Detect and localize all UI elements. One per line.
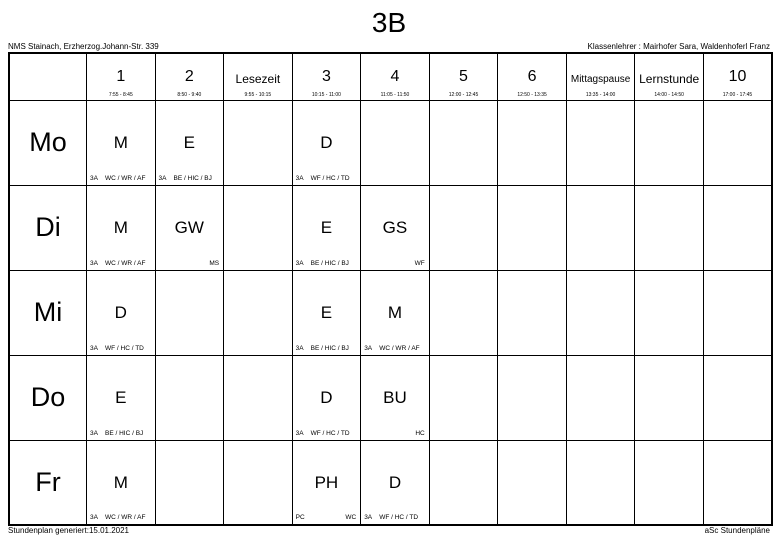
- day-label: Fr: [9, 440, 87, 525]
- empty-cell: [498, 355, 567, 440]
- empty-cell: [224, 440, 293, 525]
- lesson-teachers: BE / HIC / BJ: [173, 174, 212, 182]
- lesson-cell: [155, 100, 224, 185]
- period-time: 12:00 - 12:45: [448, 92, 479, 98]
- empty-cell: [703, 440, 772, 525]
- page-title: 3B: [371, 7, 407, 38]
- period-header: [155, 53, 224, 100]
- lesson-subject: M: [113, 217, 128, 237]
- lesson-cell: [361, 270, 430, 355]
- lesson-teachers: WC / WR / AF: [379, 344, 420, 352]
- lesson-subject: PH: [314, 472, 339, 492]
- lesson-cell: [87, 185, 156, 270]
- generated-date: Stundenplan generiert:15.01.2021: [8, 526, 129, 535]
- period-header: [87, 53, 156, 100]
- lesson-class: 3A: [295, 259, 304, 267]
- lesson-cell: [292, 270, 361, 355]
- period-name: 10: [728, 68, 747, 85]
- lesson-class: PC: [295, 514, 305, 521]
- day-label: Do: [9, 355, 87, 440]
- period-name: 6: [527, 68, 537, 85]
- lesson-class: 3A: [90, 259, 98, 267]
- lesson-subject: M: [113, 132, 128, 152]
- school-address: NMS Stainach, Erzherzog.Johann-Str. 339: [8, 42, 159, 51]
- period-time: 11:05 - 11:50: [380, 92, 410, 98]
- empty-cell: [703, 355, 772, 440]
- lesson-subject: D: [388, 472, 402, 492]
- lesson-subject: E: [115, 387, 127, 407]
- period-header: [224, 53, 293, 100]
- lesson-class: 3A: [364, 344, 373, 352]
- lesson-subject: M: [387, 302, 403, 322]
- day-label: Di: [9, 185, 87, 270]
- lesson-subject: D: [320, 132, 333, 152]
- empty-cell: [498, 185, 567, 270]
- period-time: 13:35 - 14:00: [585, 92, 616, 98]
- lesson-cell: [361, 185, 430, 270]
- day-label: Mi: [9, 270, 87, 355]
- period-name: 5: [459, 68, 468, 85]
- period-name: 4: [390, 68, 400, 85]
- lesson-class: 3A: [158, 174, 167, 182]
- lesson-subject: D: [320, 387, 333, 407]
- period-header-row: [9, 53, 772, 100]
- lesson-class: 3A: [90, 514, 98, 521]
- lesson-cell: [87, 440, 156, 525]
- empty-cell: [224, 355, 293, 440]
- day-row: [9, 355, 772, 440]
- software-credit: aSc Stundenpläne: [704, 526, 770, 535]
- empty-cell: [429, 270, 498, 355]
- day-row: [9, 440, 772, 525]
- period-name: 2: [184, 68, 194, 85]
- lesson-class: 3A: [90, 174, 98, 182]
- period-time: 10:15 - 11:00: [311, 92, 341, 98]
- empty-cell: [703, 270, 772, 355]
- empty-cell: [566, 440, 635, 525]
- empty-cell: [635, 270, 704, 355]
- lesson-teachers: WC / WR / AF: [105, 174, 146, 182]
- period-time: 14:00 - 14:50: [654, 92, 684, 98]
- period-name: Mittagspause: [570, 74, 631, 85]
- empty-cell: [361, 100, 430, 185]
- lesson-class: 3A: [90, 344, 98, 352]
- empty-cell: [566, 185, 635, 270]
- empty-cell: [498, 440, 567, 525]
- empty-cell: [498, 270, 567, 355]
- lesson-class: 3A: [295, 344, 304, 352]
- lesson-teachers: WF / HC / TD: [105, 344, 144, 352]
- day-row: [9, 185, 772, 270]
- period-header: [292, 53, 361, 100]
- lesson-cell: [87, 100, 156, 185]
- lesson-subject: M: [113, 472, 128, 492]
- period-header: [703, 53, 772, 100]
- empty-cell: [155, 270, 224, 355]
- empty-cell: [429, 355, 498, 440]
- lesson-subject: GW: [174, 217, 204, 237]
- period-header: [429, 53, 498, 100]
- period-name: 3: [321, 68, 331, 85]
- empty-cell: [635, 185, 704, 270]
- lesson-teachers: WF: [414, 259, 425, 267]
- lesson-teachers: WC / WR / AF: [105, 259, 146, 267]
- lesson-subject: E: [320, 217, 333, 237]
- lesson-class: 3A: [90, 429, 98, 437]
- lesson-teachers: HC: [415, 429, 425, 437]
- empty-cell: [224, 100, 293, 185]
- empty-cell: [498, 100, 567, 185]
- lesson-cell: [361, 440, 430, 525]
- lesson-class: 3A: [295, 174, 304, 182]
- corner-cell: [9, 53, 87, 100]
- lesson-cell: [292, 440, 361, 525]
- lesson-cell: [155, 185, 224, 270]
- day-row: [9, 100, 772, 185]
- empty-cell: [566, 355, 635, 440]
- lesson-teachers: WF / HC / TD: [379, 514, 419, 521]
- lesson-class: 3A: [295, 429, 304, 437]
- lesson-cell: [361, 355, 430, 440]
- period-name: Lesezeit: [235, 72, 281, 86]
- empty-cell: [155, 440, 224, 525]
- period-header: [566, 53, 635, 100]
- period-name: Lernstunde: [639, 72, 700, 86]
- empty-cell: [566, 100, 635, 185]
- lesson-teachers: WF / HC / TD: [310, 429, 350, 437]
- period-time: 7:55 - 8:45: [108, 92, 133, 98]
- period-header: [361, 53, 430, 100]
- period-header: [498, 53, 567, 100]
- day-row: [9, 270, 772, 355]
- period-header: [635, 53, 704, 100]
- lesson-teachers: MS: [209, 259, 220, 267]
- lesson-teachers: WF / HC / TD: [310, 174, 350, 182]
- empty-cell: [635, 440, 704, 525]
- lesson-teachers: BE / HIC / BJ: [310, 344, 349, 352]
- day-label: Mo: [9, 100, 87, 185]
- lesson-subject: BU: [383, 387, 407, 407]
- empty-cell: [703, 185, 772, 270]
- empty-cell: [429, 185, 498, 270]
- class-teachers: Klassenlehrer : Mairhofer Sara, Waldenhoferl Franz: [587, 42, 770, 51]
- lesson-cell: [292, 185, 361, 270]
- period-time: 12:50 - 13:35: [517, 92, 547, 98]
- lesson-subject: GS: [382, 217, 408, 237]
- timetable: [8, 52, 773, 526]
- empty-cell: [635, 355, 704, 440]
- period-time: 8:50 - 9:40: [177, 92, 202, 98]
- lesson-subject: D: [114, 302, 127, 322]
- empty-cell: [429, 100, 498, 185]
- empty-cell: [566, 270, 635, 355]
- lesson-teachers: WC / WR / AF: [105, 514, 146, 521]
- lesson-cell: [87, 270, 156, 355]
- empty-cell: [429, 440, 498, 525]
- period-time: 17:00 - 17:45: [722, 92, 753, 98]
- empty-cell: [224, 185, 293, 270]
- period-time: 9:55 - 10:15: [244, 92, 272, 98]
- lesson-class: 3A: [364, 514, 373, 521]
- lesson-cell: [292, 355, 361, 440]
- empty-cell: [635, 100, 704, 185]
- empty-cell: [703, 100, 772, 185]
- period-name: 1: [116, 68, 126, 85]
- lesson-teachers: BE / HIC / BJ: [310, 259, 349, 267]
- lesson-teachers: BE / HIC / BJ: [105, 429, 144, 437]
- lesson-subject: E: [183, 132, 195, 152]
- lesson-cell: [87, 355, 156, 440]
- lesson-cell: [292, 100, 361, 185]
- lesson-subject: E: [320, 302, 333, 322]
- lesson-teachers: WC: [345, 514, 357, 521]
- empty-cell: [155, 355, 224, 440]
- empty-cell: [224, 270, 293, 355]
